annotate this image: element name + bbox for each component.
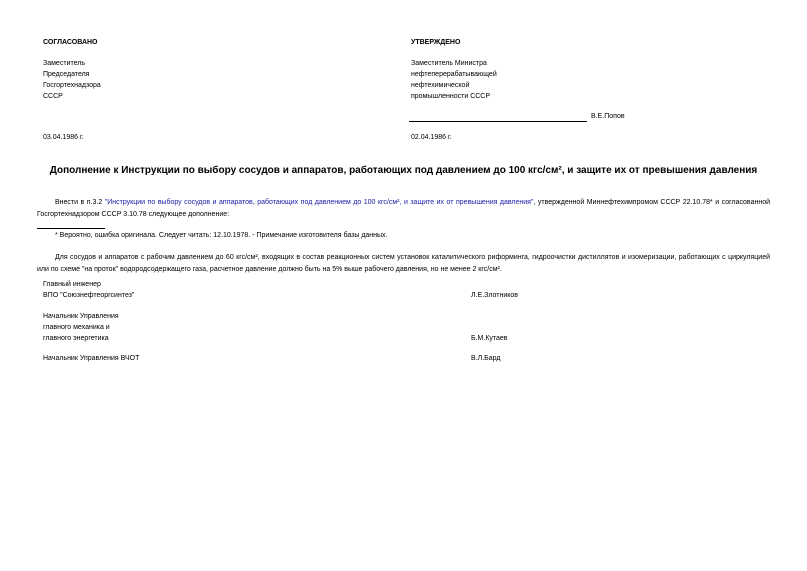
instruction-link[interactable]: "Инструкции по выбору сосудов и аппаратов, работающих под давлением до 100 кгс/см², и защите их от превышения давления" (104, 199, 534, 206)
signature-name: Л.Е.Злотников (471, 292, 519, 299)
signature-name: Б.М.Кутаев (471, 335, 508, 342)
signature-name: В.Л.Бард (471, 355, 501, 362)
approval-right-signatory: В.Е.Попов (591, 113, 625, 120)
approval-left-heading: СОГЛАСОВАНО (43, 39, 98, 46)
approval-left-line: Заместитель (43, 60, 85, 67)
document-title: Дополнение к Инструкции по выбору сосудов и аппаратов, работающих под давлением до 100 кгс/см², и защите их от превышения давления (49, 165, 758, 176)
approval-left-line: Председателя (43, 71, 90, 78)
approval-right-date: 02.04.1986 г. (411, 134, 452, 141)
amendment-prefix: Внести в п.3.2 (55, 199, 105, 206)
approval-right-line: нефтеперерабатывающей (411, 71, 497, 78)
footnote-rule (37, 228, 105, 229)
signature-line (409, 121, 587, 122)
signature-position-line: главного энергетика (43, 335, 109, 342)
approval-right-line: нефтехимической (411, 82, 470, 89)
signature-position-line: Главный инженер (43, 281, 101, 288)
approval-right-heading: УТВЕРЖДЕНО (411, 39, 461, 46)
approval-right-line: промышленности СССР (411, 93, 491, 100)
signature-position-line: Начальник Управления ВЧОТ (43, 355, 140, 362)
approval-right-line: Заместитель Министра (411, 60, 487, 67)
paragraph-amendment (37, 197, 770, 221)
signature-position-line: главного механика и (43, 324, 110, 331)
approval-left-line: СССР (43, 93, 63, 100)
approval-left-date: 03.04.1986 г. (43, 134, 84, 141)
approval-left-line: Госгортехнадзора (43, 82, 101, 89)
signature-position-line: Начальник Управления (43, 313, 119, 320)
footnote: * Вероятно, ошибка оригинала. Следует читать: 12.10.1978. - Примечание изготовителя базы данных. (55, 232, 388, 239)
paragraph-addition: Для сосудов и аппаратов с рабочим давлением до 60 кгс/см², входящих в состав реакционных систем установок каталитического риформинга, гидроочистки дистиллятов и изомеризации, работающих с циркуляцией или по схеме "на проток" водородсодержащего газа, расчетное давление должно быть на 5% выше рабочего давления, но не менее 2 кгс/см². (37, 254, 770, 273)
signature-position-line: ВПО "Союзнефтеоргсинтез" (43, 292, 135, 299)
amendment-suffix: , утвержденной Миннефтехимпромом СССР 22.10.78* и согласованной Госгортехнадзором СССР 3.10.78 следующее дополнение: (37, 199, 770, 218)
